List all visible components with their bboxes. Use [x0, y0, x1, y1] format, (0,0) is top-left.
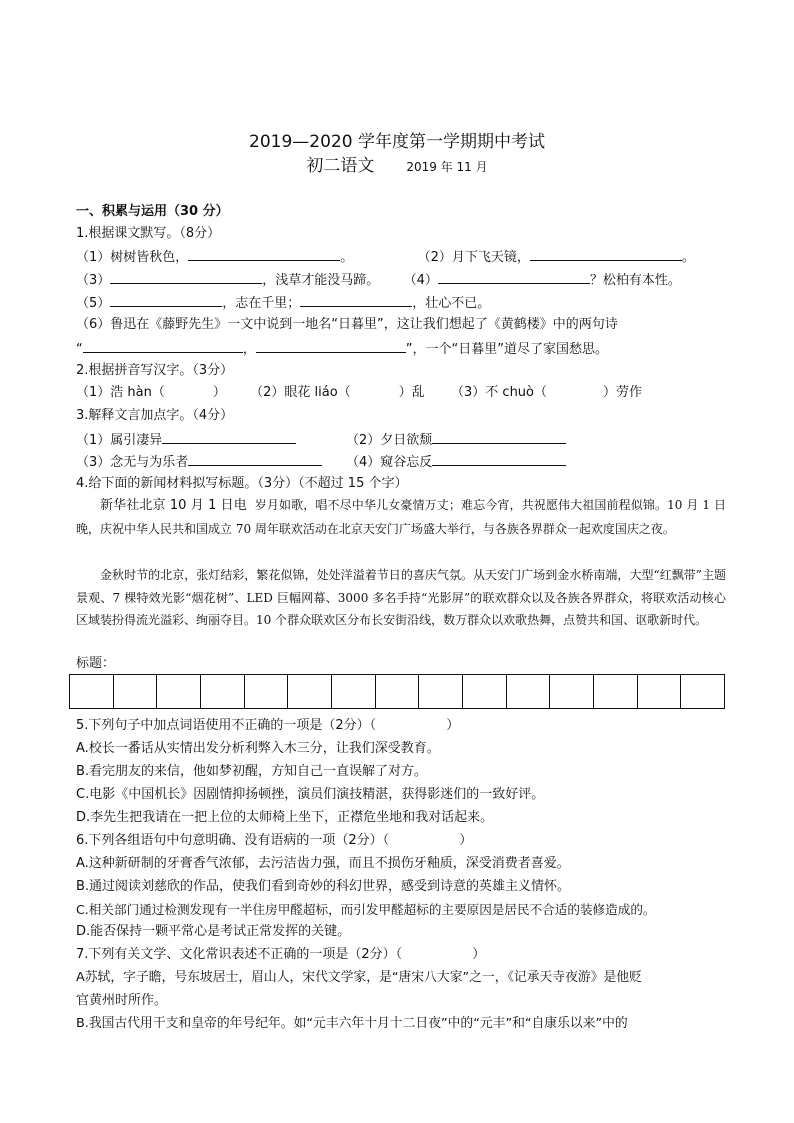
q6-option-b: B.通过阅读刘慈欣的作品，使我们看到奇妙的科幻世界，感受到诗意的英雄主义情怀。 [76, 879, 571, 894]
q1-prompt: 1.根据课文默写。（8分） [76, 226, 221, 241]
answer-blank[interactable] [438, 269, 590, 284]
title-grid-cell[interactable] [332, 675, 376, 708]
exam-date: 2019 年 11 月 [406, 160, 488, 174]
q5-option-b: B.看完朋友的来信，他如梦初醒，方知自己一直误解了对方。 [76, 764, 428, 779]
q5-prompt: 5.下列句子中加点词语使用不正确的一项是（2分）（ ） [76, 718, 460, 733]
q6-option-d: D.能否保持一颗平常心是考试正常发挥的关键。 [76, 924, 351, 939]
q5-option-a: A.校长一番话从实情出发分析利弊入木三分，让我们深受教育。 [76, 741, 440, 756]
title-grid-cell[interactable] [201, 675, 245, 708]
answer-blank[interactable] [188, 246, 340, 261]
title-grid-cell[interactable] [245, 675, 289, 708]
q1-line-5: “ ， ”，一个“日暮里”道尽了家国愁思。 [76, 338, 731, 360]
title-grid-cell[interactable] [507, 675, 551, 708]
answer-blank[interactable] [162, 429, 296, 444]
answer-blank[interactable] [530, 246, 682, 261]
answer-blank[interactable] [110, 269, 262, 284]
q5-option-c: C.电影《中国机长》因剧情抑扬顿挫，演员们演技精湛，获得影迷们的一致好评。 [76, 787, 545, 802]
title-grid-cell[interactable] [638, 675, 682, 708]
title-label: 标题： [76, 656, 116, 671]
news-paragraph-1 [76, 494, 726, 540]
q3-row-1: （1）属引凄异 （2）夕日欲颓 [76, 429, 731, 451]
exam-title: 2019—2020 学年度第一学期期中考试 [249, 132, 545, 152]
title-grid-cell[interactable] [157, 675, 201, 708]
subject-label: 初二语文 [306, 156, 375, 176]
title-grid-cell[interactable] [376, 675, 420, 708]
answer-blank[interactable] [432, 451, 566, 466]
answer-blank[interactable] [256, 338, 406, 353]
title-grid-cell[interactable] [550, 675, 594, 708]
title-grid-cell[interactable] [288, 675, 332, 708]
answer-blank[interactable] [188, 451, 322, 466]
title-grid-cell[interactable] [70, 675, 114, 708]
section-heading: 一、积累与运用（30 分） [76, 204, 229, 219]
q1-line-1: （1）树树皆秋色， 。 （2）月下飞天镜， 。 [76, 246, 731, 268]
q7-option-a-line-2: 官黄州时所作。 [76, 993, 168, 1008]
answer-blank[interactable] [110, 292, 222, 307]
q7-option-a-line-1: A苏轼，字子瞻，号东坡居士，眉山人，宋代文学家，是“唐宋八大家”之一，《记承天寺夜游》是他贬 [76, 970, 642, 985]
q1-line-4: （6）鲁迅在《藤野先生》一文中说到一地名“日暮里”，这让我们想起了《黄鹤楼》中的两句诗 [76, 317, 618, 332]
answer-blank[interactable] [83, 338, 243, 353]
news-paragraph-2: 金秋时节的北京，张灯结彩，繁花似锦，处处洋溢着节日的喜庆气氛。从天安门广场到金水桥南端，大型“红飘带”主题景观、7 棵特效光影“烟花树”、LED 巨幅网幕、3000 多名手持“光影屏”的联欢群众以及各族各界群众，将联欢活动核心区域装扮得流光溢彩、绚丽夺目。10 个群众联欢区分布长安街沿线，数万群众以欢歌热舞，点赞共和国、讴歌新时代。 [76, 568, 726, 628]
q1-line-3: （5） ，志在千里； ，壮心不已。 [76, 292, 731, 314]
news-dateline: 新华社北京 10 月 1 日电 [100, 498, 247, 513]
title-grid-cell[interactable] [114, 675, 158, 708]
title-grid-cell[interactable] [681, 675, 724, 708]
q7-option-b-line-1: B.我国古代用干支和皇帝的年号纪年。如“元丰六年十月十二日夜”中的“元丰”和“自康乐以来”中的 [76, 1016, 628, 1031]
q6-option-a: A.这种新研制的牙膏香气浓郁，去污洁齿力强，而且不损伤牙釉质，深受消费者喜爱。 [76, 856, 570, 871]
q3-prompt: 3.解释文言加点字。（4分） [76, 408, 234, 423]
q6-option-c: C.相关部门通过检测发现有一半住房甲醛超标，而引发甲醛超标的主要原因是居民不合适的装修造成的。 [76, 902, 656, 917]
q5-option-d: D.李先生把我请在一把上位的太师椅上坐下，正襟危坐地和我对话起来。 [76, 810, 494, 825]
answer-blank[interactable] [300, 292, 412, 307]
title-grid-cell[interactable] [419, 675, 463, 708]
title-grid-cell[interactable] [463, 675, 507, 708]
q4-prompt: 4.给下面的新闻材料拟写标题。（3分）（不超过 15 个字） [76, 476, 408, 491]
news-body-1: 岁月如歌，唱不尽中华儿女豪情万丈；难忘今宵，共祝愿伟大祖国前程似锦。10 月 1 日晚，庆祝中华人民共和国成立 70 周年联欢活动在北京天安门广场盛大举行，与各族各界群众一起欢度国庆之夜。 [76, 498, 726, 536]
q3-row-2: （3）念无与为乐者 （4）窥谷忘反 [76, 451, 731, 473]
q2-items: （1）浩 hàn（ ） （2）眼花 liáo（ ）乱 （3）不 chuò（ ）劳作 [76, 385, 643, 400]
q6-prompt: 6.下列各组语句中句意明确、没有语病的一项（2分）（ ） [76, 833, 473, 848]
title-grid-cell[interactable] [594, 675, 638, 708]
q2-prompt: 2.根据拼音写汉字。（3分） [76, 363, 234, 378]
q7-prompt: 7.下列有关文学、文化常识表述不正确的一项是（2分）（ ） [76, 947, 486, 962]
q1-line-2: （3） ，浅草才能没马蹄。 （4） ？松柏有本性。 [76, 269, 731, 291]
title-answer-grid[interactable] [69, 674, 725, 709]
exam-subtitle [0, 155, 794, 178]
answer-blank[interactable] [432, 429, 566, 444]
